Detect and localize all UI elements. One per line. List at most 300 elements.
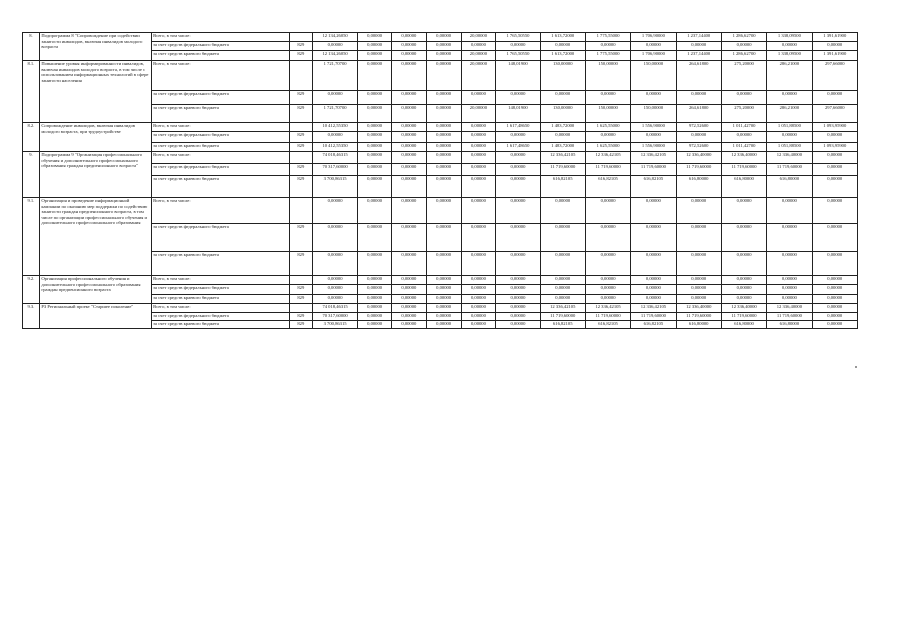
- amount-cell: 0,00000: [391, 152, 426, 164]
- amount-cell: 0,00000: [358, 105, 392, 123]
- amount-cell: 0,00000: [631, 42, 676, 51]
- budget-code: 829: [289, 91, 312, 105]
- row-number: 9.2.: [23, 276, 40, 304]
- funding-source: за счет средств краевого бюджета: [151, 295, 289, 304]
- budget-code: 829: [289, 51, 312, 61]
- amount-cell: 0,00000: [585, 132, 630, 143]
- amount-cell: 130,00000: [540, 61, 585, 91]
- funding-source: Всего, в том числе:: [151, 198, 289, 224]
- amount-cell: 0,00000: [812, 164, 857, 176]
- amount-cell: 0,00000: [812, 252, 857, 276]
- amount-cell: 0,00000: [312, 42, 357, 51]
- amount-cell: 0,00000: [676, 132, 721, 143]
- funding-source: за счет средств федерального бюджета: [151, 42, 289, 51]
- amount-cell: 616,82105: [631, 176, 676, 198]
- funding-source: Всего, в том числе:: [151, 276, 289, 285]
- amount-cell: 0,00000: [426, 276, 461, 285]
- funding-source: за счет средств краевого бюджета: [151, 105, 289, 123]
- amount-cell: 0,00000: [767, 285, 812, 295]
- amount-cell: 0,00000: [461, 313, 496, 321]
- amount-cell: 0,00000: [496, 304, 540, 313]
- amount-cell: 0,00000: [540, 198, 585, 224]
- amount-cell: 0,00000: [426, 105, 461, 123]
- amount-cell: 0,00000: [391, 105, 426, 123]
- amount-cell: 616,80000: [721, 321, 766, 329]
- amount-cell: 0,00000: [426, 321, 461, 329]
- row-number: 9.1.: [23, 198, 40, 276]
- amount-cell: 0,00000: [585, 224, 630, 252]
- amount-cell: 0,00000: [358, 304, 392, 313]
- amount-cell: 1 721,70700: [312, 61, 357, 91]
- row-number: 8.1.: [23, 61, 40, 123]
- amount-cell: 1 483,72000: [540, 143, 585, 152]
- amount-cell: 0,00000: [312, 132, 357, 143]
- amount-cell: 0,00000: [391, 143, 426, 152]
- amount-cell: 275,20000: [721, 61, 766, 91]
- amount-cell: 10 412,55350: [312, 123, 357, 132]
- amount-cell: 0,00000: [676, 252, 721, 276]
- amount-cell: 1 775,55000: [585, 33, 630, 42]
- amount-cell: 0,00000: [461, 198, 496, 224]
- amount-cell: 0,00000: [426, 51, 461, 61]
- amount-cell: 0,00000: [426, 42, 461, 51]
- amount-cell: 0,00000: [812, 91, 857, 105]
- amount-cell: 0,00000: [358, 252, 392, 276]
- amount-cell: 0,00000: [358, 61, 392, 91]
- amount-cell: 0,00000: [391, 321, 426, 329]
- amount-cell: 20,00000: [461, 105, 496, 123]
- amount-cell: 0,00000: [391, 285, 426, 295]
- amount-cell: 0,00000: [312, 285, 357, 295]
- program-name: Р3 Региональный проект "Старшее поколение": [39, 304, 151, 329]
- amount-cell: 150,00000: [631, 61, 676, 91]
- program-name: Подпрограмма 9 "Организация профессионального обучения и дополнительного профессионального образования граждан предпенсионного возраста": [39, 152, 151, 198]
- amount-cell: 0,00000: [812, 42, 857, 51]
- amount-cell: 70 317,60000: [312, 313, 357, 321]
- program-name: Организация и проведение информационной кампании по оказанию мер поддержки по содействию занятости граждан предпенсионного возраста, в том числе по организации профессионального обучения и дополнительного профессионального образования: [39, 198, 151, 276]
- amount-cell: 1 625,55000: [585, 123, 630, 132]
- amount-cell: 0,00000: [496, 224, 540, 252]
- amount-cell: 11 719,60000: [585, 164, 630, 176]
- amount-cell: 1 625,55000: [585, 143, 630, 152]
- amount-cell: 1 011,42700: [721, 123, 766, 132]
- amount-cell: 0,00000: [391, 33, 426, 42]
- amount-cell: 0,00000: [540, 276, 585, 285]
- amount-cell: 0,00000: [312, 252, 357, 276]
- amount-cell: 0,00000: [358, 123, 392, 132]
- amount-cell: 0,00000: [721, 252, 766, 276]
- amount-cell: 616,82105: [585, 176, 630, 198]
- amount-cell: 0,00000: [676, 42, 721, 51]
- amount-cell: 0,00000: [631, 276, 676, 285]
- amount-cell: 0,00000: [358, 313, 392, 321]
- amount-cell: 11 719,60000: [631, 164, 676, 176]
- amount-cell: 0,00000: [812, 176, 857, 198]
- amount-cell: 1 338,09500: [767, 51, 812, 61]
- amount-cell: 0,00000: [461, 276, 496, 285]
- amount-cell: 616,80000: [676, 176, 721, 198]
- amount-cell: 616,82105: [631, 321, 676, 329]
- amount-cell: 0,00000: [812, 152, 857, 164]
- amount-cell: 0,00000: [391, 295, 426, 304]
- amount-cell: 0,00000: [461, 304, 496, 313]
- budget-code: [289, 33, 312, 42]
- amount-cell: 0,00000: [767, 224, 812, 252]
- funding-source: за счет средств федерального бюджета: [151, 313, 289, 321]
- row-number: 8.: [23, 33, 40, 61]
- amount-cell: 0,00000: [767, 42, 812, 51]
- amount-cell: 0,00000: [358, 276, 392, 285]
- amount-cell: 297,66000: [812, 61, 857, 91]
- amount-cell: 0,00000: [585, 252, 630, 276]
- amount-cell: 0,00000: [631, 295, 676, 304]
- amount-cell: 0,00000: [391, 252, 426, 276]
- amount-cell: 12 336,40000: [676, 152, 721, 164]
- amount-cell: 74 018,46315: [312, 152, 357, 164]
- amount-cell: 0,00000: [391, 91, 426, 105]
- amount-cell: 0,00000: [391, 198, 426, 224]
- table-row: [23, 61, 858, 91]
- budget-table: [22, 32, 858, 329]
- amount-cell: 0,00000: [391, 123, 426, 132]
- amount-cell: 0,00000: [426, 132, 461, 143]
- amount-cell: 1 483,72000: [540, 123, 585, 132]
- amount-cell: 0,00000: [496, 132, 540, 143]
- funding-source: Всего, в том числе:: [151, 33, 289, 42]
- amount-cell: 0,00000: [721, 91, 766, 105]
- amount-cell: 0,00000: [676, 91, 721, 105]
- budget-code: 829: [289, 224, 312, 252]
- amount-cell: 150,00000: [631, 105, 676, 123]
- amount-cell: 0,00000: [461, 123, 496, 132]
- amount-cell: 11 719,60000: [767, 313, 812, 321]
- row-number: 9.: [23, 152, 40, 198]
- amount-cell: 0,00000: [540, 285, 585, 295]
- amount-cell: 0,00000: [358, 132, 392, 143]
- amount-cell: 0,00000: [426, 224, 461, 252]
- amount-cell: 1 011,42700: [721, 143, 766, 152]
- amount-cell: 0,00000: [721, 198, 766, 224]
- amount-cell: 12 336,42105: [585, 304, 630, 313]
- amount-cell: 264,61800: [676, 105, 721, 123]
- amount-cell: 1 617,48650: [496, 123, 540, 132]
- amount-cell: 0,00000: [496, 198, 540, 224]
- amount-cell: 0,00000: [812, 321, 857, 329]
- amount-cell: 0,00000: [391, 42, 426, 51]
- amount-cell: 0,00000: [540, 295, 585, 304]
- amount-cell: 11 719,60000: [585, 313, 630, 321]
- amount-cell: 1 706,90000: [631, 33, 676, 42]
- amount-cell: 0,00000: [496, 321, 540, 329]
- amount-cell: 0,00000: [585, 276, 630, 285]
- amount-cell: 12 336,40000: [721, 152, 766, 164]
- amount-cell: 0,00000: [358, 152, 392, 164]
- amount-cell: 0,00000: [631, 91, 676, 105]
- amount-cell: 0,00000: [358, 51, 392, 61]
- amount-cell: 12 336,42105: [540, 304, 585, 313]
- amount-cell: 0,00000: [391, 276, 426, 285]
- amount-cell: 0,00000: [767, 132, 812, 143]
- amount-cell: 0,00000: [496, 276, 540, 285]
- budget-code: 829: [289, 313, 312, 321]
- funding-source: за счет средств федерального бюджета: [151, 285, 289, 295]
- amount-cell: 0,00000: [767, 91, 812, 105]
- table-row: [23, 198, 858, 224]
- budget-code: 829: [289, 285, 312, 295]
- amount-cell: 0,00000: [676, 276, 721, 285]
- amount-cell: 0,00000: [585, 295, 630, 304]
- table-row: [23, 152, 858, 164]
- amount-cell: 0,00000: [426, 91, 461, 105]
- funding-source: за счет средств краевого бюджета: [151, 143, 289, 152]
- amount-cell: 1 237,14400: [676, 33, 721, 42]
- amount-cell: 0,00000: [391, 313, 426, 321]
- amount-cell: 1 338,09500: [767, 33, 812, 42]
- funding-source: за счет средств краевого бюджета: [151, 51, 289, 61]
- amount-cell: 11 719,60000: [540, 313, 585, 321]
- amount-cell: 1 093,95900: [812, 123, 857, 132]
- amount-cell: 0,00000: [496, 285, 540, 295]
- funding-source: за счет средств краевого бюджета: [151, 321, 289, 329]
- amount-cell: 972,52600: [676, 143, 721, 152]
- budget-code: 829: [289, 105, 312, 123]
- budget-code: [289, 276, 312, 285]
- amount-cell: 0,00000: [496, 295, 540, 304]
- amount-cell: 74 018,46315: [312, 304, 357, 313]
- amount-cell: 1 617,48650: [496, 143, 540, 152]
- budget-code: [289, 123, 312, 132]
- funding-source: за счет средств краевого бюджета: [151, 252, 289, 276]
- amount-cell: 0,00000: [461, 152, 496, 164]
- amount-cell: 3 700,86315: [312, 176, 357, 198]
- amount-cell: 0,00000: [540, 252, 585, 276]
- amount-cell: 0,00000: [585, 42, 630, 51]
- amount-cell: 0,00000: [461, 42, 496, 51]
- amount-cell: 0,00000: [312, 91, 357, 105]
- amount-cell: 972,52600: [676, 123, 721, 132]
- amount-cell: 0,00000: [812, 132, 857, 143]
- amount-cell: 1 237,14400: [676, 51, 721, 61]
- amount-cell: 0,00000: [585, 285, 630, 295]
- amount-cell: 1 093,95900: [812, 143, 857, 152]
- amount-cell: 616,80000: [767, 321, 812, 329]
- funding-source: за счет средств федерального бюджета: [151, 164, 289, 176]
- amount-cell: 616,80000: [676, 321, 721, 329]
- amount-cell: 20,00000: [461, 61, 496, 91]
- amount-cell: 150,00000: [585, 105, 630, 123]
- amount-cell: 11 719,60000: [540, 164, 585, 176]
- amount-cell: 130,00000: [540, 105, 585, 123]
- budget-code: 829: [289, 132, 312, 143]
- amount-cell: 1 556,90000: [631, 123, 676, 132]
- budget-code: [289, 304, 312, 313]
- amount-cell: 0,00000: [496, 252, 540, 276]
- amount-cell: 0,00000: [426, 304, 461, 313]
- amount-cell: 0,00000: [426, 61, 461, 91]
- row-number: 9.3.: [23, 304, 40, 329]
- budget-code: 829: [289, 143, 312, 152]
- amount-cell: 0,00000: [461, 252, 496, 276]
- amount-cell: 0,00000: [585, 198, 630, 224]
- amount-cell: 1 391,61900: [812, 33, 857, 42]
- amount-cell: 10 412,55350: [312, 143, 357, 152]
- page-edge-mark: [855, 366, 857, 368]
- table-row: [23, 123, 858, 132]
- table-row: [23, 276, 858, 285]
- amount-cell: 12 336,42105: [631, 304, 676, 313]
- program-name: Повышение уровня информированности инвалидов, включая инвалидов молодого возраста, в том числе с использованием информационных технологий в сфере занятости населения: [39, 61, 151, 123]
- amount-cell: 11 719,60000: [676, 313, 721, 321]
- table-row: [23, 304, 858, 313]
- amount-cell: 0,00000: [496, 313, 540, 321]
- program-name: Организация профессионального обучения и дополнительного профессионального образования граждан предпенсионного возраста: [39, 276, 151, 304]
- amount-cell: 12 336,40000: [721, 304, 766, 313]
- amount-cell: 0,00000: [391, 61, 426, 91]
- amount-cell: 0,00000: [540, 224, 585, 252]
- amount-cell: 12 134,26050: [312, 33, 357, 42]
- amount-cell: 1 613,72000: [540, 33, 585, 42]
- amount-cell: 0,00000: [426, 33, 461, 42]
- amount-cell: 11 719,60000: [767, 164, 812, 176]
- amount-cell: 0,00000: [721, 285, 766, 295]
- amount-cell: 12 336,42105: [585, 152, 630, 164]
- amount-cell: 0,00000: [496, 164, 540, 176]
- amount-cell: 0,00000: [426, 164, 461, 176]
- amount-cell: 616,82105: [585, 321, 630, 329]
- funding-source: Всего, в том числе:: [151, 61, 289, 91]
- funding-source: за счет средств краевого бюджета: [151, 176, 289, 198]
- amount-cell: 0,00000: [631, 252, 676, 276]
- funding-source: Всего, в том числе:: [151, 304, 289, 313]
- amount-cell: 1 765,50550: [496, 51, 540, 61]
- amount-cell: 148,01900: [496, 61, 540, 91]
- amount-cell: 0,00000: [721, 295, 766, 304]
- row-number: 8.2.: [23, 123, 40, 152]
- amount-cell: 0,00000: [358, 285, 392, 295]
- amount-cell: 11 719,60000: [721, 313, 766, 321]
- amount-cell: 0,00000: [312, 295, 357, 304]
- amount-cell: 0,00000: [461, 224, 496, 252]
- amount-cell: 0,00000: [631, 224, 676, 252]
- amount-cell: 0,00000: [426, 252, 461, 276]
- amount-cell: 0,00000: [358, 224, 392, 252]
- budget-code: 829: [289, 42, 312, 51]
- funding-source: за счет средств федерального бюджета: [151, 132, 289, 143]
- budget-code: 829: [289, 164, 312, 176]
- budget-code: 829: [289, 321, 312, 329]
- amount-cell: 1 051,88500: [767, 143, 812, 152]
- amount-cell: 1 775,55000: [585, 51, 630, 61]
- amount-cell: 1 721,70700: [312, 105, 357, 123]
- amount-cell: 0,00000: [767, 252, 812, 276]
- amount-cell: 0,00000: [461, 91, 496, 105]
- amount-cell: 0,00000: [631, 132, 676, 143]
- amount-cell: 0,00000: [812, 198, 857, 224]
- table-row: [23, 33, 858, 42]
- amount-cell: 70 317,60000: [312, 164, 357, 176]
- amount-cell: 0,00000: [312, 198, 357, 224]
- amount-cell: 0,00000: [358, 198, 392, 224]
- amount-cell: 1 556,90000: [631, 143, 676, 152]
- program-name: Сопровождение инвалидов, включая инвалидов молодого возраста, при трудоустройстве: [39, 123, 151, 152]
- amount-cell: 0,00000: [426, 152, 461, 164]
- program-name: Подпрограмма 8 "Сопровождение при содействии занятости инвалидов, включая инвалидов молодого возраста: [39, 33, 151, 61]
- amount-cell: 297,66000: [812, 105, 857, 123]
- amount-cell: 0,00000: [540, 42, 585, 51]
- budget-code: [289, 152, 312, 164]
- amount-cell: 264,61800: [676, 61, 721, 91]
- funding-source: Всего, в том числе:: [151, 123, 289, 132]
- amount-cell: 1 391,61900: [812, 51, 857, 61]
- amount-cell: 12 336,40000: [767, 152, 812, 164]
- amount-cell: 0,00000: [426, 285, 461, 295]
- amount-cell: 0,00000: [721, 276, 766, 285]
- amount-cell: 286,21000: [767, 61, 812, 91]
- amount-cell: 0,00000: [721, 42, 766, 51]
- amount-cell: 0,00000: [676, 295, 721, 304]
- amount-cell: 1 286,62700: [721, 51, 766, 61]
- amount-cell: 0,00000: [391, 164, 426, 176]
- amount-cell: 0,00000: [812, 285, 857, 295]
- amount-cell: 20,00000: [461, 33, 496, 42]
- amount-cell: 616,82105: [540, 321, 585, 329]
- amount-cell: 0,00000: [391, 51, 426, 61]
- amount-cell: 0,00000: [767, 295, 812, 304]
- amount-cell: 0,00000: [426, 295, 461, 304]
- amount-cell: 0,00000: [358, 164, 392, 176]
- amount-cell: 0,00000: [391, 224, 426, 252]
- amount-cell: 0,00000: [496, 91, 540, 105]
- amount-cell: 0,00000: [812, 224, 857, 252]
- amount-cell: 0,00000: [631, 198, 676, 224]
- amount-cell: 0,00000: [461, 321, 496, 329]
- funding-source: Всего, в том числе:: [151, 152, 289, 164]
- amount-cell: 0,00000: [461, 295, 496, 304]
- budget-code: [289, 61, 312, 91]
- amount-cell: 286,21000: [767, 105, 812, 123]
- amount-cell: 11 719,60000: [631, 313, 676, 321]
- amount-cell: 0,00000: [676, 224, 721, 252]
- amount-cell: 0,00000: [461, 132, 496, 143]
- amount-cell: 616,82105: [540, 176, 585, 198]
- amount-cell: 0,00000: [461, 285, 496, 295]
- amount-cell: 1 613,72000: [540, 51, 585, 61]
- amount-cell: 616,80000: [767, 176, 812, 198]
- amount-cell: 0,00000: [812, 313, 857, 321]
- amount-cell: 0,00000: [676, 285, 721, 295]
- amount-cell: 0,00000: [426, 176, 461, 198]
- amount-cell: 0,00000: [812, 295, 857, 304]
- amount-cell: 11 719,60000: [721, 164, 766, 176]
- amount-cell: 0,00000: [631, 285, 676, 295]
- amount-cell: 148,01900: [496, 105, 540, 123]
- amount-cell: 0,00000: [391, 132, 426, 143]
- amount-cell: 0,00000: [721, 224, 766, 252]
- amount-cell: 150,00000: [585, 61, 630, 91]
- amount-cell: 12 336,40000: [767, 304, 812, 313]
- amount-cell: 0,00000: [426, 143, 461, 152]
- amount-cell: 12 336,42105: [540, 152, 585, 164]
- amount-cell: 0,00000: [461, 143, 496, 152]
- amount-cell: 0,00000: [426, 123, 461, 132]
- amount-cell: 11 719,60000: [676, 164, 721, 176]
- amount-cell: 0,00000: [496, 176, 540, 198]
- amount-cell: 0,00000: [540, 91, 585, 105]
- amount-cell: 0,00000: [312, 224, 357, 252]
- amount-cell: 0,00000: [358, 91, 392, 105]
- amount-cell: 1 765,50550: [496, 33, 540, 42]
- amount-cell: 0,00000: [812, 304, 857, 313]
